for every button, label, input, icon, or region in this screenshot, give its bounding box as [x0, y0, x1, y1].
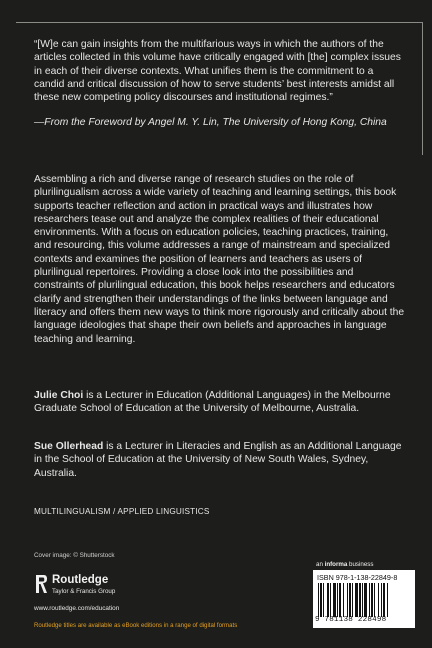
book-description: Assembling a rich and diverse range of research studies on the role of plurilingualism across a wide variety of teaching and learning settings, this book supports teacher reflection and action in practical ways and illustrates how researchers tease out and analyze the complex realities of their educational environments. With a focus on education policies, teaching practices, training, and resourcing, this volume addresses a range of mainstream and specialized contexts and examines the position of learners and teachers as users of plurilingual repertoires. Providing a close look into the possibilities and constraints of plurilingual education, this book helps researchers and educators clarify and strengthen their understandings of the links between language and literacy and offers them new ways to think more rigorously and critically about the language ideologies that shape their own beliefs and approaches in language teaching and learning.	[34, 174, 405, 345]
publisher-website: www.routledge.com/education	[34, 605, 120, 612]
ebook-note: Routledge titles are available as eBook editions in a range of digital formats	[34, 622, 238, 629]
author-bio	[34, 389, 406, 416]
author-bio-text: is a Lecturer in Literacies and English as an Additional Language in the School of Education at the University of New South Wales, Sydney, Australia.	[34, 441, 402, 479]
cover-credit: Cover image: © Shutterstock	[34, 552, 115, 559]
publisher-name: Routledge	[52, 574, 109, 586]
author-name: Sue Ollerhead	[34, 441, 104, 452]
foreword-quote: “[W]e can gain insights from the multifarious ways in which the authors of the articles collected in this volume have critically engaged with [the] complex issues in each of their diverse contexts. What unifies them is the commitment to a candid and critical discussion of how to serve students’ best interests amidst all these new competing policy discourses and institutional regimes.”	[34, 39, 401, 104]
barcode-digits: 9 781138 228498	[315, 616, 387, 624]
foreword-attribution: —From the Foreword by Angel M. Y. Lin, The University of Hong Kong, China	[34, 117, 387, 128]
author-bio	[34, 440, 406, 480]
isbn-label: ISBN 978-1-138-22849-8	[317, 573, 398, 582]
author-name: Julie Choi	[34, 390, 84, 401]
barcode-icon	[318, 583, 410, 617]
subject-category: MULTILINGUALISM / APPLIED LINGUISTICS	[34, 507, 210, 516]
author-bio-text: is a Lecturer in Education (Additional Languages) in the Melbourne Graduate School of Education at the University of Melbourne, Australia.	[34, 390, 391, 415]
routledge-logo-icon	[34, 574, 48, 594]
publisher-group: Taylor & Francis Group	[52, 588, 116, 595]
informa-business: an informa business	[316, 561, 374, 568]
